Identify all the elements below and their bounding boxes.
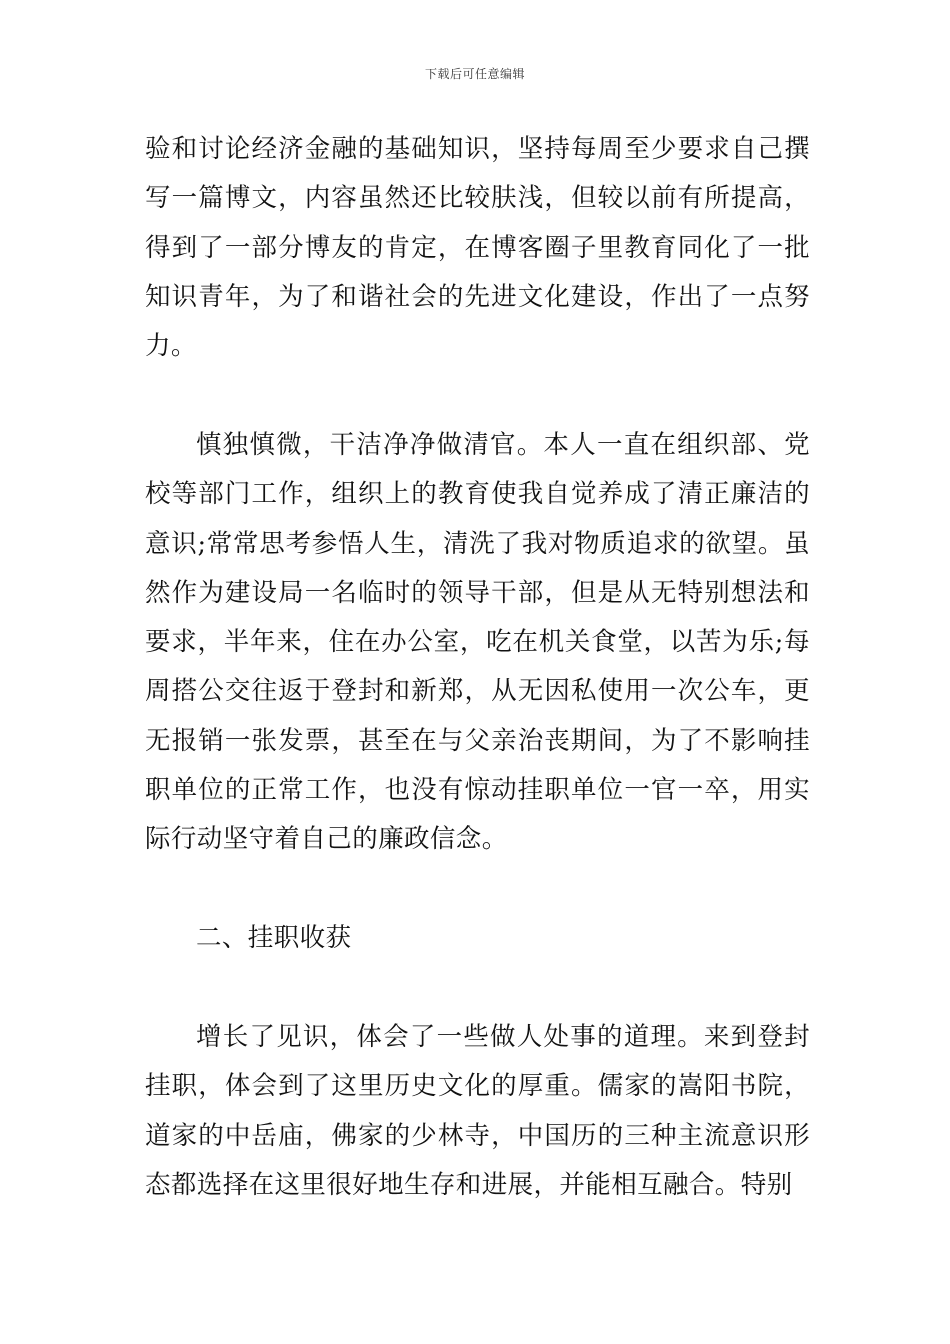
paragraph-continued: 验和讨论经济金融的基础知识，坚持每周至少要求自己撰写一篇博文，内容虽然还比较肤浅，但较以前有所提高，得到了一部分博友的肯定，在博客圈子里教育同化了一批知识青年，为了和谐社会的先进文化建设，作出了一点努力。: [145, 134, 810, 362]
section-heading: 二、挂职收获: [196, 923, 352, 954]
header-note: 下载后可任意编辑: [424, 67, 525, 81]
paragraph-gap: [145, 963, 810, 1013]
paragraph-gains: 增长了见识，体会了一些做人处事的道理。来到登封挂职，体会到了这里历史文化的厚重。儒家的嵩阳书院，道家的中岳庙，佛家的少林寺，中国历的三种主流意识形态都选择在这里很好地生存和进展，并能相互融合。特别: [145, 1021, 810, 1200]
paragraph-gap: [145, 865, 810, 915]
paragraph-gap: [145, 371, 810, 421]
document-body: [145, 125, 810, 1210]
paragraph-integrity: 慎独慎微，干洁净净做清官。本人一直在组织部、党校等部门工作，组织上的教育使我自觉养成了清正廉洁的意识;常常思考参悟人生，清洗了我对物质追求的欲望。虽然作为建设局一名临时的领导干部，但是从无特别想法和要求，半年来，住在办公室，吃在机关食堂，以苦为乐;每周搭公交往返于登封和新郑，从无因私使用一次公车，更无报销一张发票，甚至在与父亲治丧期间，为了不影响挂职单位的正常工作，也没有惊动挂职单位一官一卒，用实际行动坚守着自己的廉政信念。: [145, 429, 810, 855]
